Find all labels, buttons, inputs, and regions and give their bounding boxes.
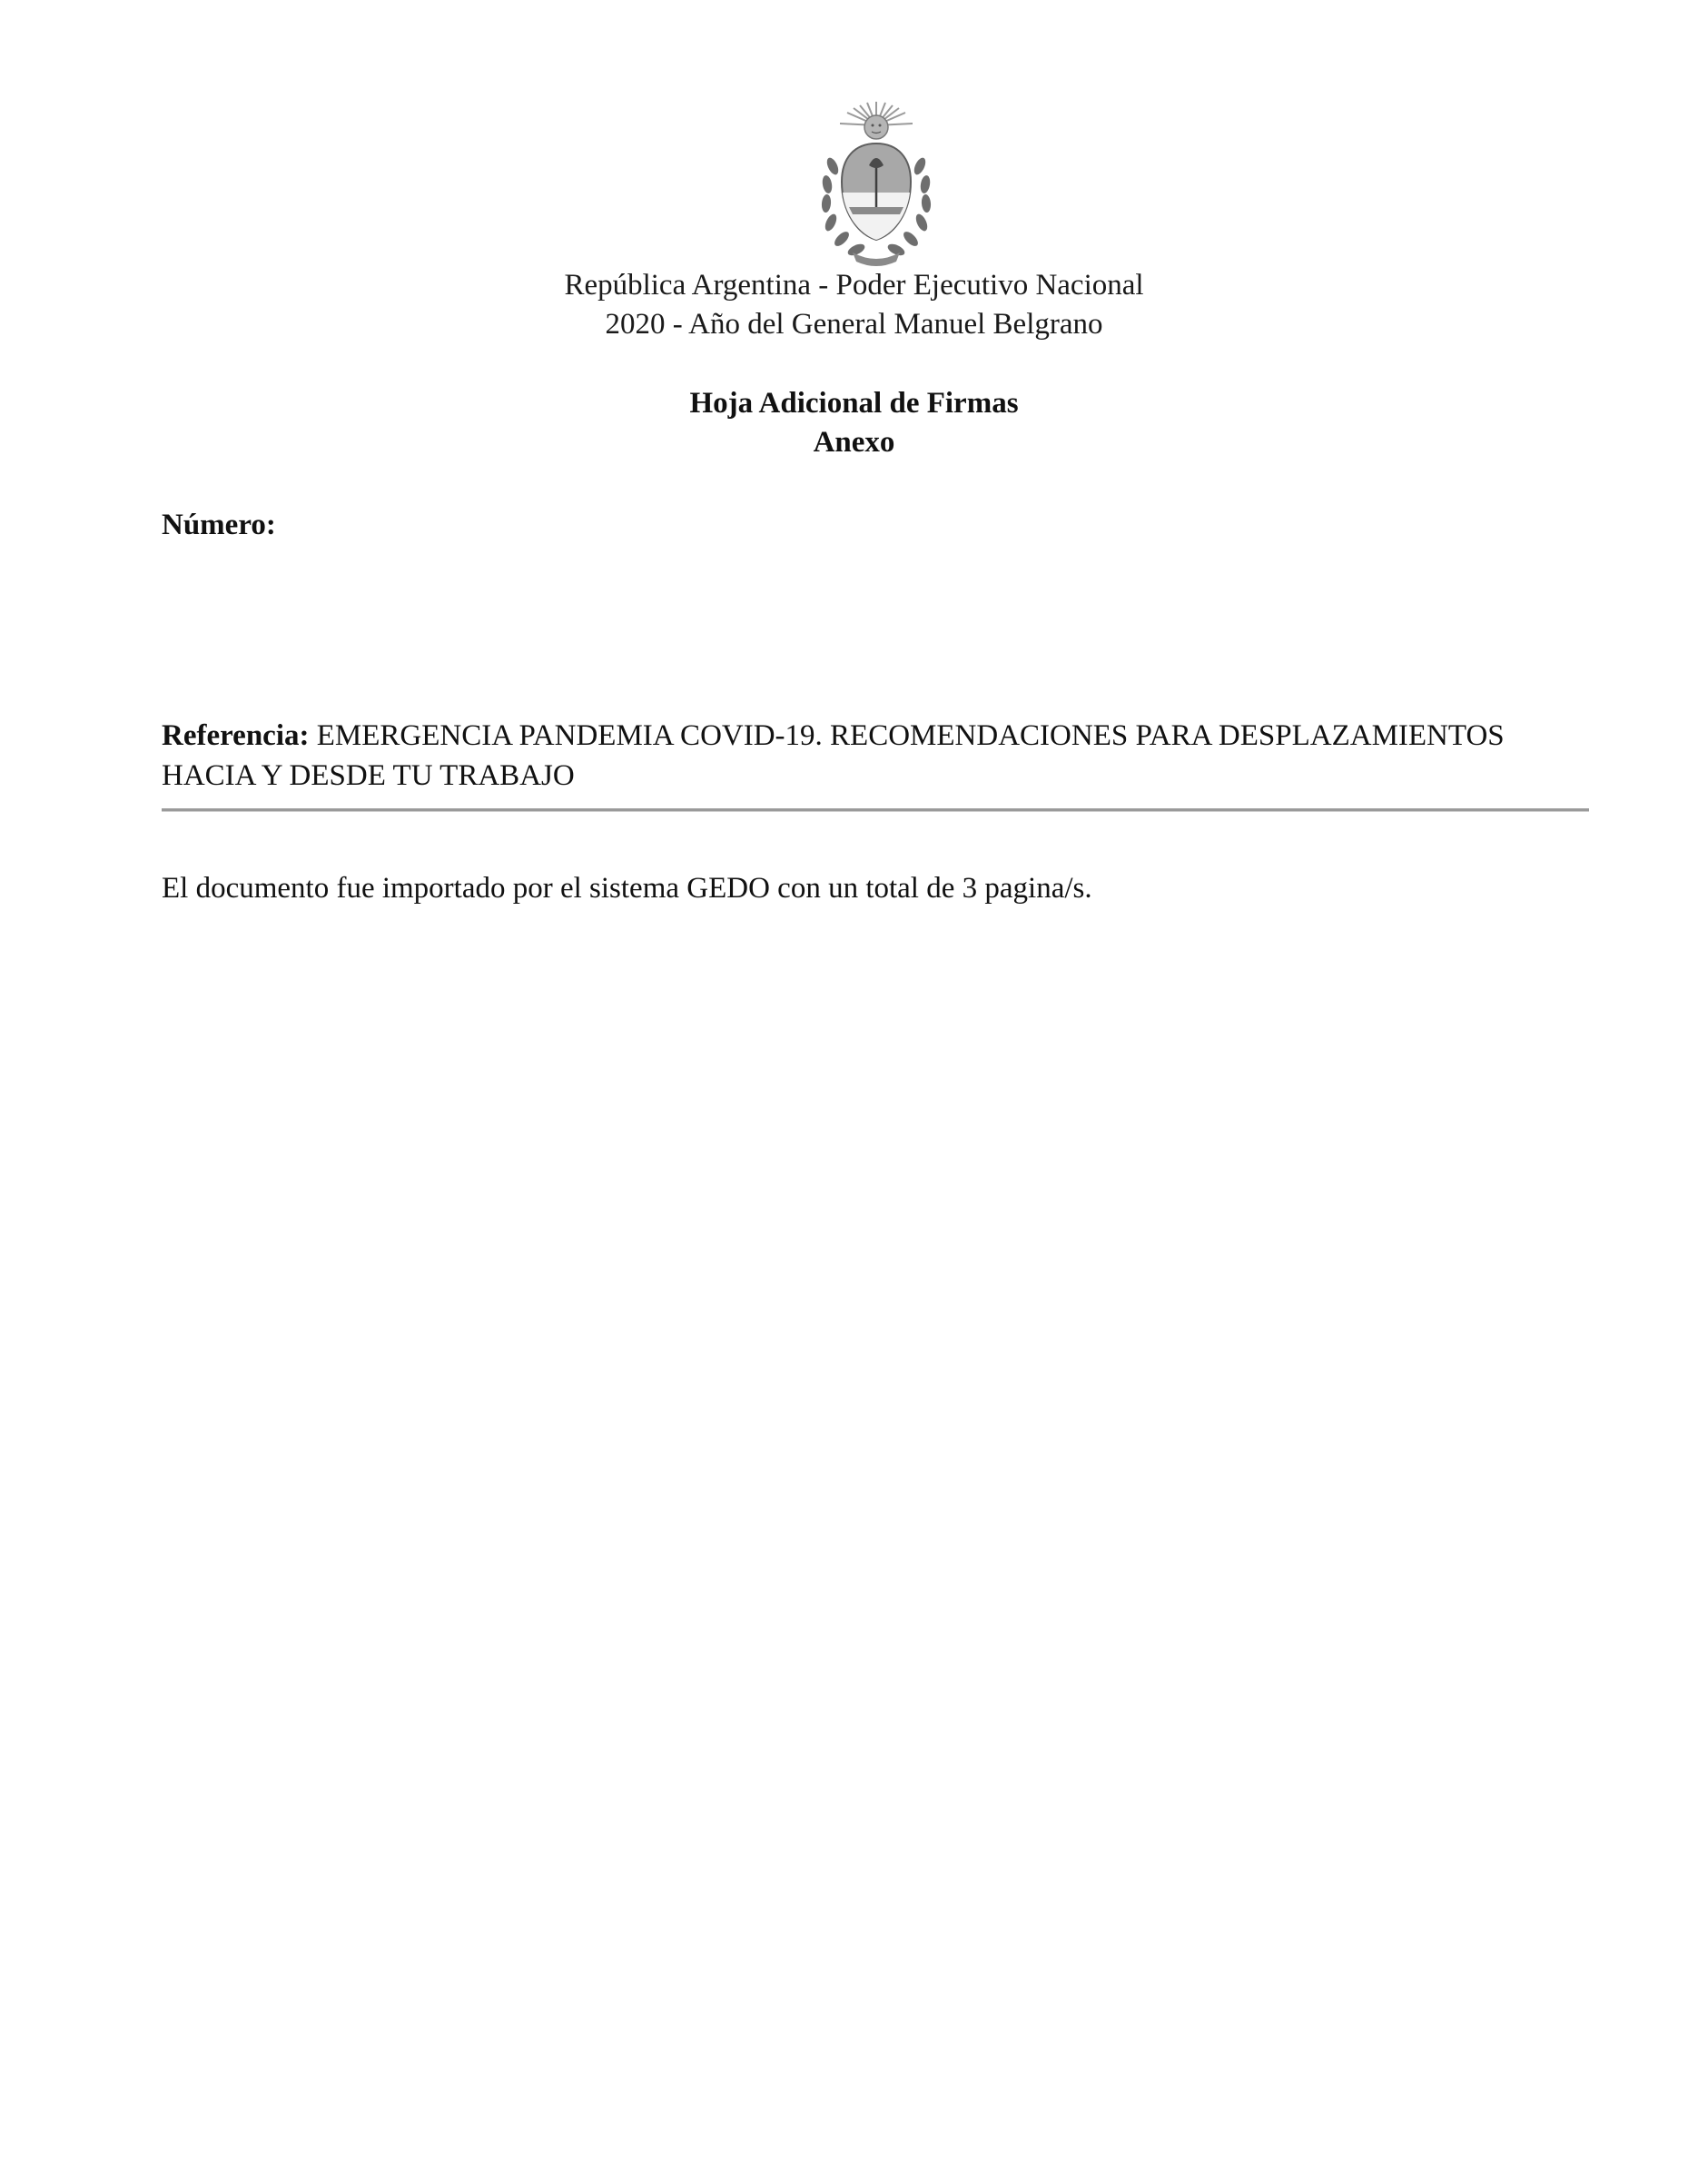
document-subtitle: Anexo bbox=[813, 426, 895, 459]
divider bbox=[162, 808, 1589, 812]
header-republica: República Argentina - Poder Ejecutivo Nacional bbox=[564, 269, 1144, 302]
coat-of-arms-icon bbox=[813, 98, 940, 271]
document-title: Hoja Adicional de Firmas bbox=[689, 387, 1019, 420]
numero-label: Número: bbox=[162, 509, 276, 541]
referencia-label: Referencia: bbox=[162, 719, 310, 752]
import-note: El documento fue importado por el sistema GEDO con un total de 3 pagina/s. bbox=[162, 872, 1092, 905]
header-year-motto: 2020 - Año del General Manuel Belgrano bbox=[605, 308, 1103, 341]
referencia-text: EMERGENCIA PANDEMIA COVID-19. RECOMENDACIONES PARA DESPLAZAMIENTOS HACIA Y DESDE TU TRABAJO bbox=[162, 719, 1505, 792]
referencia-block bbox=[162, 716, 1596, 796]
